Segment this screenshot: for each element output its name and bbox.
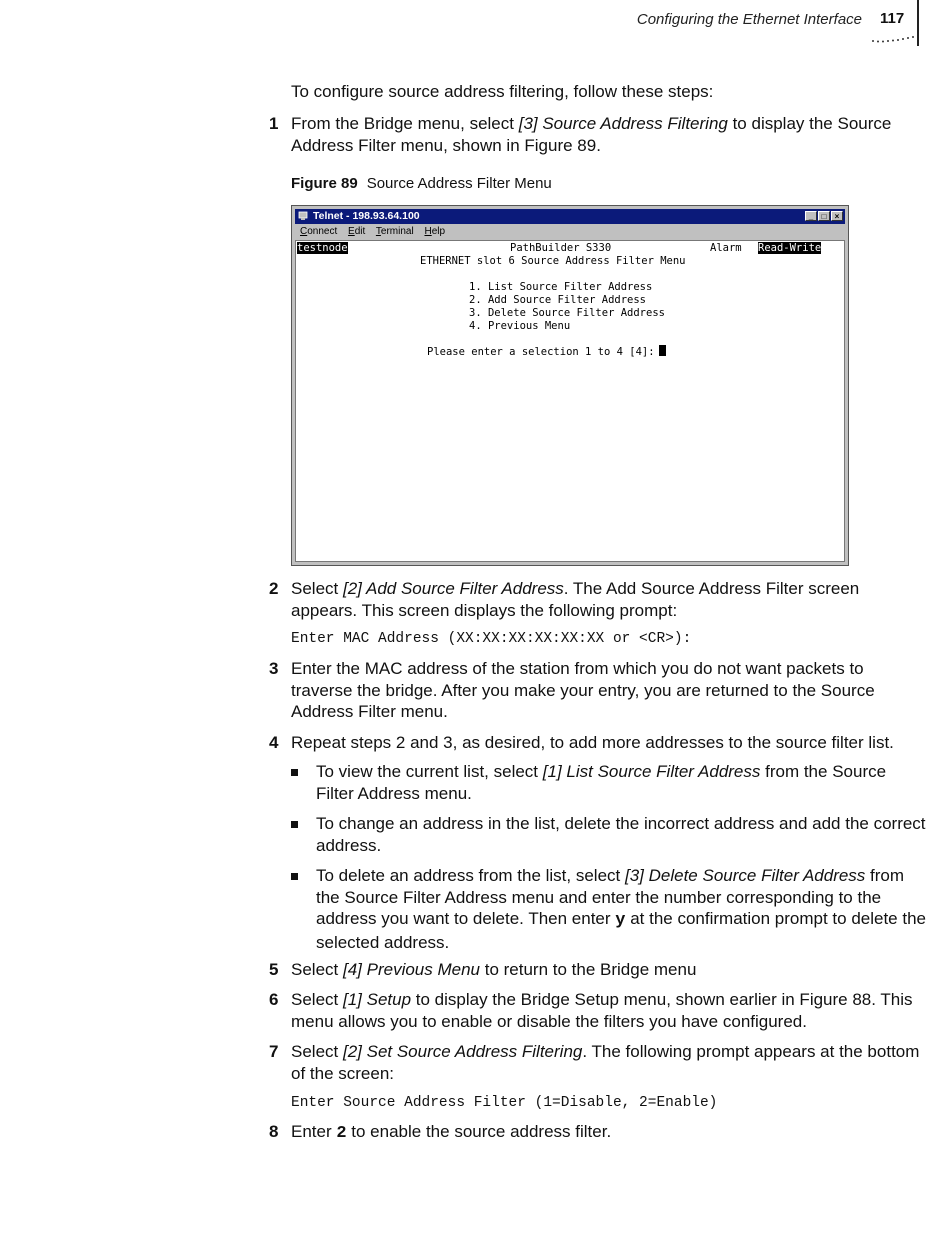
step-number: 6: [269, 990, 279, 1009]
terminal-screen[interactable]: [295, 240, 845, 562]
window-menu-bar: [300, 226, 453, 237]
step-number: 4: [269, 733, 279, 752]
menu-option-ref: [2] Add Source Filter Address: [342, 579, 564, 598]
menu-heading: ETHERNET slot 6 Source Address Filter Menu: [420, 255, 686, 267]
menu-option-3: 3. Delete Source Filter Address: [469, 307, 665, 319]
figure-caption: [291, 175, 552, 192]
key-input: 2: [336, 1124, 347, 1143]
figure-label: Figure 89: [291, 175, 358, 192]
menu-option-ref: [1] Setup: [342, 990, 412, 1009]
step-text: From the Bridge menu, select: [291, 114, 519, 133]
maximize-button[interactable]: □: [818, 211, 830, 221]
step-number: 8: [269, 1122, 279, 1141]
step-text: Repeat steps 2 and 3, as desired, to add more addresses to the source filter list.: [291, 733, 894, 752]
telnet-window: [291, 205, 849, 566]
close-button[interactable]: ×: [831, 211, 843, 221]
alarm-indicator: Alarm: [710, 242, 742, 254]
header-dot-ornament: [870, 34, 920, 44]
menu-option-ref: [3] Source Address Filtering: [518, 114, 728, 133]
telnet-app-icon: [298, 211, 308, 221]
step-4: [269, 732, 929, 754]
figure-title: Source Address Filter Menu: [366, 175, 552, 192]
step-number: 2: [269, 579, 279, 598]
bullet-item: To delete an address from the list, select [3] Delete Source Filter Address from the Source Filter Address menu and enter the number corresponding to the address you want to delete. Then enter y at the confirmation prompt to delete the selected address.: [291, 865, 926, 953]
step-text: Select: [291, 579, 343, 598]
step-number: 1: [269, 114, 279, 133]
menu-option-ref: [1] List Source Filter Address: [542, 762, 761, 781]
menu-terminal[interactable]: Terminal: [375, 226, 414, 237]
step-text: . The Add Source Address Filter screen appears. This screen displays the following prompt:: [291, 579, 860, 620]
step-text: Enter the MAC address of the station from which you do not want packets to traverse the bridge. After you make your entry, you are returned to the Source Address Filter menu.: [291, 659, 875, 721]
step-7: 7 Select [2] Set Source Address Filtering. The following prompt appears at the bottom of the screen:: [269, 1042, 920, 1083]
window-title-bar: [295, 209, 845, 224]
node-name: testnode: [297, 242, 348, 254]
selection-prompt-line: [427, 345, 666, 358]
intro-paragraph: To configure source address filtering, follow these steps:: [291, 82, 714, 101]
step-8: 8 Enter 2 to enable the source address filter.: [269, 1122, 612, 1143]
step-text: to display the Source Address Filter menu, shown in Figure 89.: [291, 114, 892, 155]
step-6: 6 Select [1] Setup to display the Bridge Setup menu, shown earlier in Figure 88. This menu allows you to enable or disable the filters you have configured.: [269, 990, 913, 1031]
product-name: PathBuilder S330: [510, 242, 612, 254]
bullet-item: To view the current list, select [1] List Source Filter Address from the Source Filter Address menu.: [291, 761, 926, 804]
bullet-item: To change an address in the list, delete the incorrect address and add the correct address.: [291, 813, 926, 856]
window-title: Telnet - 198.93.64.100: [313, 210, 420, 222]
menu-option-ref: [4] Previous Menu: [342, 960, 480, 979]
page-number: 117: [880, 10, 905, 27]
access-mode: Read-Write: [758, 242, 822, 254]
menu-edit[interactable]: Edit: [348, 226, 366, 237]
menu-option-1: 1. List Source Filter Address: [469, 281, 653, 293]
bullet-square-icon: [291, 769, 298, 776]
step-3: [269, 658, 929, 723]
code-prompt-filter: Enter Source Address Filter (1=Disable, 2=Enable): [291, 1095, 718, 1111]
step-number: 7: [269, 1042, 279, 1061]
code-prompt-mac: Enter MAC Address (XX:XX:XX:XX:XX:XX or <CR>):: [291, 631, 692, 647]
selection-prompt: Please enter a selection 1 to 4 [4]:: [427, 346, 655, 358]
menu-option-ref: [2] Set Source Address Filtering: [342, 1042, 583, 1061]
step-number: 5: [269, 960, 279, 979]
menu-option-4: 4. Previous Menu: [469, 320, 571, 332]
step-1: [269, 113, 929, 156]
bullet-square-icon: [291, 873, 298, 880]
key-input: y: [615, 911, 626, 930]
menu-help[interactable]: Help: [424, 226, 446, 237]
step-2: [269, 578, 929, 621]
running-header-title: Configuring the Ethernet Interface: [636, 11, 862, 28]
menu-option-ref: [3] Delete Source Filter Address: [625, 866, 866, 885]
menu-connect[interactable]: Connect: [300, 226, 338, 237]
menu-option-2: 2. Add Source Filter Address: [469, 294, 647, 306]
text-cursor: [659, 345, 666, 356]
bullet-square-icon: [291, 821, 298, 828]
step-5: 5 Select [4] Previous Menu to return to the Bridge menu: [269, 960, 697, 979]
step-number: 3: [269, 659, 279, 678]
minimize-button[interactable]: _: [805, 211, 817, 221]
